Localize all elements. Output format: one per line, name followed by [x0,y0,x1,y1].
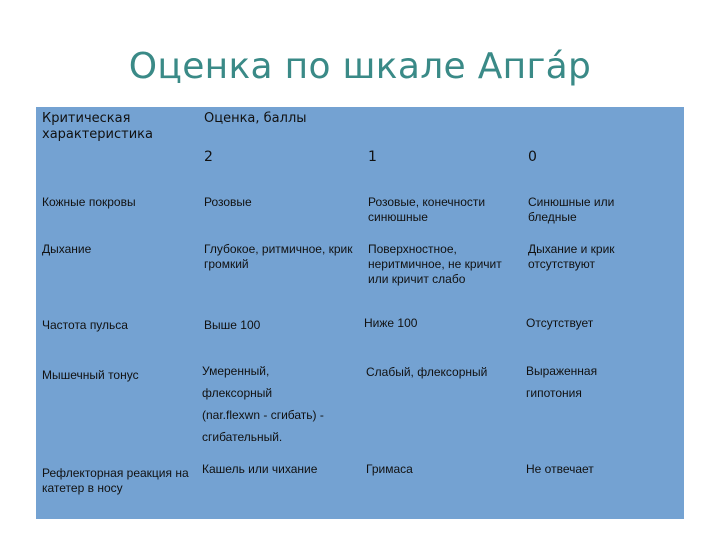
row-reflex-score-2: Кашель или чихание [202,462,318,476]
row-breathing-score-2: Глубокое, ритмичное, крик громкий [204,242,353,271]
header-score: Оценка, баллы [204,111,307,126]
row-breathing-score-1: Поверхностное, неритмичное, не кричит или кричит слабо [368,242,502,286]
row-breathing-score-0: Дыхание и крик отсутствуют [528,242,615,271]
row-skin-name: Кожные покровы [42,195,136,209]
header-characteristic: Критическая характеристика [42,111,153,142]
row-pulse-score-0: Отсутствует [526,316,594,330]
row-reflex-name: Рефлекторная реакция на катетер в носу [42,466,189,495]
header-score-2: 2 [204,149,213,165]
row-pulse-score-2: Выше 100 [204,318,261,332]
row-reflex-score-1: Гримаса [366,462,413,476]
row-tone-name: Мышечный тонус [42,368,139,382]
apgar-table [36,107,684,519]
row-pulse-score-1: Ниже 100 [364,316,418,330]
header-score-1: 1 [368,149,377,165]
row-skin-score-0: Синюшные или бледные [528,195,615,224]
row-breathing-name: Дыхание [42,242,92,256]
row-skin-score-2: Розовые [204,195,252,209]
row-tone-score-0: Выраженная гипотония [526,364,598,400]
row-tone-score-2: Умеренный, флексорный (nar.flexwn - сгибать) - сгибательный. [202,364,324,444]
slide-title: Оценка по шкале Апга́р [128,46,592,87]
row-pulse-name: Частота пульса [42,318,128,332]
header-score-0: 0 [528,149,537,165]
row-reflex-score-0: Не отвечает [526,462,594,476]
row-skin-score-1: Розовые, конечности синюшные [368,195,486,224]
row-tone-score-1: Слабый, флексорный [366,365,488,379]
